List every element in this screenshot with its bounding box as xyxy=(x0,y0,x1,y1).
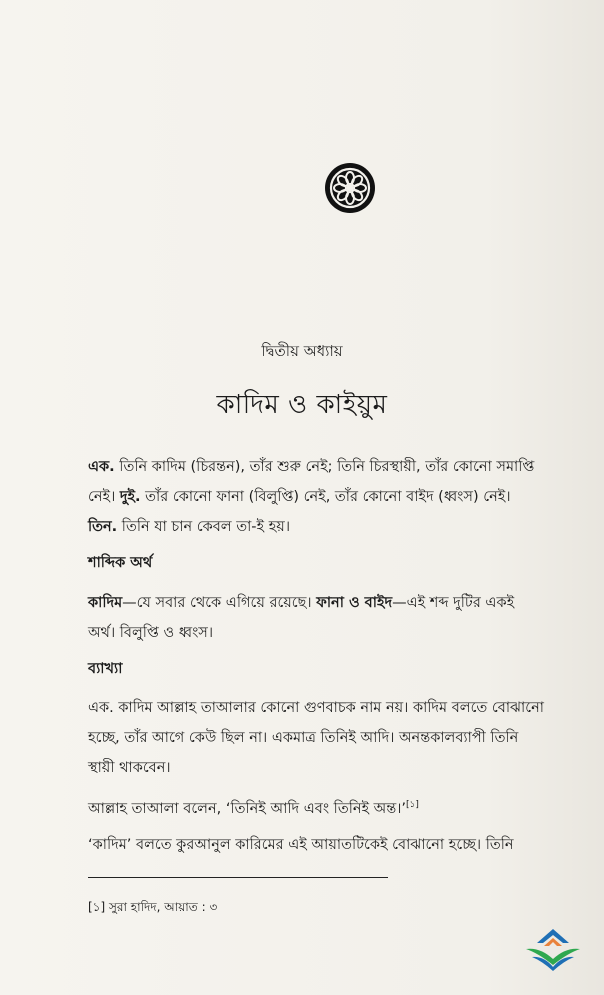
intro-paragraph: এক. তিনি কাদিম (চিরন্তন), তাঁর শুরু নেই; তিনি চিরস্থায়ী, তাঁর কোনো সমাপ্তি নেই। দুই. তাঁর কোনো ফানা (বিলুপ্তি) নেই, তাঁর কোনো বাইদ (ধ্বংস) নেই। তিন. তিনি যা চান কেবল তা-ই হয়। xyxy=(88,459,535,535)
point-three-label: তিন. xyxy=(88,519,118,535)
explanation-paragraph-two: আল্লাহ তাআলা বলেন, ‘তিনিই আদি এবং তিনিই অন্ত।’[১] xyxy=(88,800,419,817)
publisher-logo-icon xyxy=(520,925,586,975)
point-one-label: এক. xyxy=(88,459,115,475)
footnote-ref: [১] xyxy=(406,800,419,810)
chapter-label: দ্বিতীয় অধ্যায় xyxy=(261,342,343,360)
explanation-heading: ব্যাখ্যা xyxy=(88,661,123,677)
explanation-paragraph-three: ‘কাদিম’ বলতে কুরআনুল কারিমের এই আয়াতটিকেই বোঝানো হচ্ছে। তিনি xyxy=(88,837,514,853)
literal-meaning-heading: শাব্দিক অর্থ xyxy=(88,555,153,571)
footnote-divider xyxy=(88,877,388,878)
chapter-title: কাদিম ও কাইয়ুম xyxy=(216,390,388,420)
flower-ornament-icon xyxy=(324,162,376,214)
point-two-label: দুই. xyxy=(119,489,141,505)
footnote: [১] সুরা হাদিদ, আয়াত : ৩ xyxy=(88,900,218,914)
explanation-paragraph-one: এক. কাদিম আল্লাহ তাআলার কোনো গুণবাচক নাম নয়। কাদিম বলতে বোঝানো হচ্ছে, তাঁর আগে কেউ ছিল না। একমাত্র তিনিই আদি। অনন্তকালব্যাপী তিনি স্থায়ী থাকবেন। xyxy=(88,700,544,776)
literal-meaning-paragraph: কাদিম—যে সবার থেকে এগিয়ে রয়েছে। ফানা ও বাইদ—এই শব্দ দুটির একই অর্থ। বিলুপ্তি ও ধ্বংস। xyxy=(88,595,515,641)
